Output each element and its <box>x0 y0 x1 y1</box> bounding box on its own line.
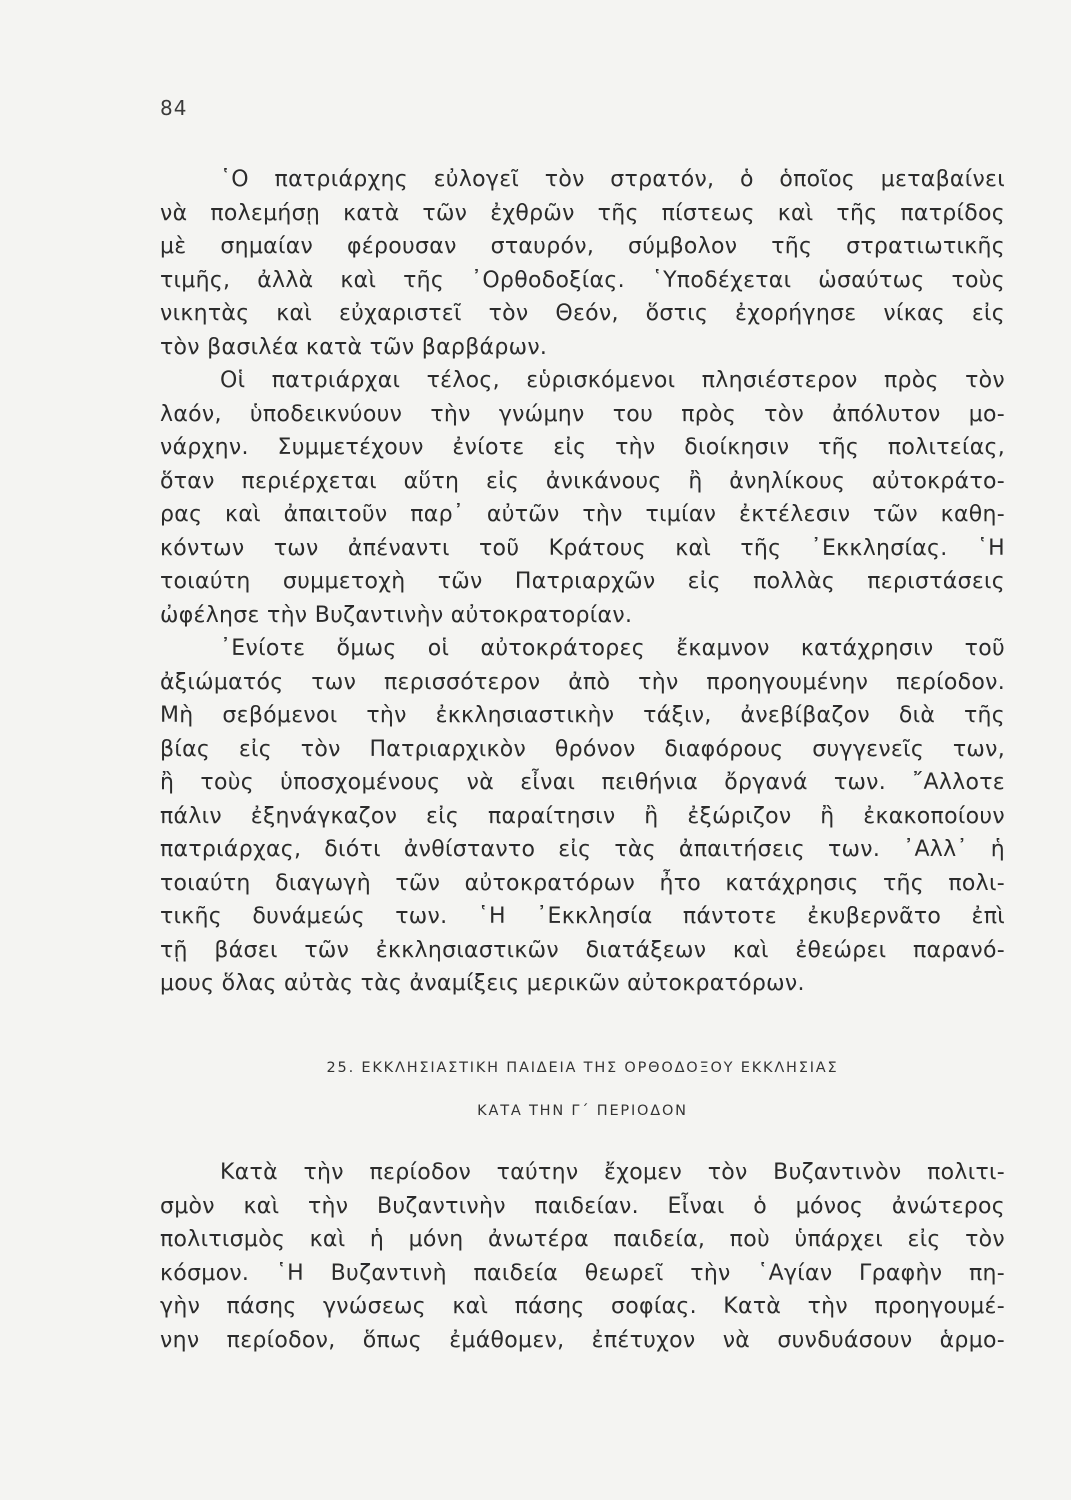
paragraph-1 <box>160 163 1005 364</box>
text-line: πάλιν ἐξηνάγκαζον εἰς παραίτησιν ἢ ἐξώριζον ἢ ἐκακοποίουν <box>160 803 1005 829</box>
text-line: λαόν, ὑποδεικνύουν τὴν γνώμην του πρὸς τὸν ἀπόλυτον μο- <box>160 401 1005 427</box>
text-line: κόσμον. ῾Η Βυζαντινὴ παιδεία θεωρεῖ τὴν ῾Αγίαν Γραφὴν πη- <box>160 1260 1005 1286</box>
paragraph-3 <box>160 632 1005 1001</box>
text-line: ὠφέλησε τὴν Βυζαντινὴν αὐτοκρατορίαν. <box>160 602 633 628</box>
text-line: νην περίοδον, ὅπως ἐμάθομεν, ἐπέτυχον νὰ συνδυάσουν ἁρμο- <box>160 1327 1005 1353</box>
text-line: νικητὰς καὶ εὐχαριστεῖ τὸν Θεόν, ὅστις ἐχορήγησε νίκας εἰς <box>160 301 1005 326</box>
text-line: τιμῆς, ἀλλὰ καὶ τῆς ᾿Ορθοδοξίας. ῾Υποδέχεται ὡσαύτως τοὺς <box>160 267 1005 293</box>
paragraph-4 <box>160 1156 1005 1357</box>
text-line: νάρχην. Συμμετέχουν ἐνίοτε εἰς τὴν διοίκησιν τῆς πολιτείας, <box>160 435 1005 460</box>
text-line: ἢ τοὺς ὑποσχομένους νὰ εἶναι πειθήνια ὄργανά των. ῎Αλλοτε <box>160 770 1005 795</box>
text-line: πολιτισμὸς καὶ ἡ μόνη ἀνωτέρα παιδεία, ποὺ ὑπάρχει εἰς τὸν <box>160 1227 1005 1252</box>
text-line: ὅταν περιέρχεται αὕτη εἰς ἀνικάνους ἢ ἀνηλίκους αὐτοκράτο- <box>160 468 1005 494</box>
text-line: τοιαύτη συμμετοχὴ τῶν Πατριαρχῶν εἰς πολλὰς περιστάσεις <box>160 569 1005 594</box>
text-line: τικῆς δυνάμεώς των. ῾Η ᾿Εκκλησία πάντοτε ἐκυβερνᾶτο ἐπὶ <box>160 904 1005 929</box>
text-line: Μὴ σεβόμενοι τὴν ἐκκλησιαστικὴν τάξιν, ἀνεβίβαζον διὰ τῆς <box>160 703 1005 728</box>
text-line: σμὸν καὶ τὴν Βυζαντινὴν παιδείαν. Εἶναι ὁ μόνος ἀνώτερος <box>160 1193 1005 1219</box>
text-line: ῾Ο πατριάρχης εὐλογεῖ τὸν στρατόν, ὁ ὁποῖος μεταβαίνει <box>220 167 1005 192</box>
text-line: ᾿Ενίοτε ὅμως οἱ αὐτοκράτορες ἔκαμνον κατάχρησιν τοῦ <box>220 636 1005 661</box>
text-line: τοιαύτη διαγωγὴ τῶν αὐτοκρατόρων ἦτο κατάχρησις τῆς πολι- <box>160 870 1005 896</box>
text-line: κόντων των ἀπέναντι τοῦ Κράτους καὶ τῆς ᾿Εκκλησίας. ῾Η <box>160 535 1005 561</box>
text-line: Κατὰ τὴν περίοδον ταύτην ἔχομεν τὸν Βυζαντινὸν πολιτι- <box>220 1160 1005 1185</box>
text-line: γὴν πάσης γνώσεως καὶ πάσης σοφίας. Κατὰ τὴν προηγουμέ- <box>160 1294 1005 1319</box>
text-line: βίας εἰς τὸν Πατριαρχικὸν θρόνον διαφόρους συγγενεῖς των, <box>160 736 1005 762</box>
text-line: νὰ πολεμήσῃ κατὰ τῶν ἐχθρῶν τῆς πίστεως καὶ τῆς πατρίδος <box>160 200 1005 226</box>
text-line: τὸν βασιλέα κατὰ τῶν βαρβάρων. <box>160 334 548 360</box>
paragraph-2 <box>160 364 1005 632</box>
text-line: ρας καὶ ἀπαιτοῦν παρ᾿ αὐτῶν τὴν τιμίαν ἐκτέλεσιν τῶν καθη- <box>160 502 1005 527</box>
text-line: μους ὅλας αὐτὰς τὰς ἀναμίξεις μερικῶν αὐτοκρατόρων. <box>160 971 805 996</box>
section-subheading: ΚΑΤΑ ΤΗΝ Γ΄ ΠΕΡΙΟΔΟΝ <box>477 1103 688 1119</box>
section-heading: 25. ΕΚΚΛΗΣΙΑΣΤΙΚΗ ΠΑΙΔΕΙΑ ΤΗΣ ΟΡΘΟΔΟΞΟΥ ΕΚΚΛΗΣΙΑΣ <box>326 1060 839 1076</box>
text-line: τῇ βάσει τῶν ἐκκλησιαστικῶν διατάξεων καὶ ἐθεώρει παρανό- <box>160 937 1005 963</box>
text-line: μὲ σημαίαν φέρουσαν σταυρόν, σύμβολον τῆς στρατιωτικῆς <box>160 234 1005 259</box>
text-line: ἀξιώματός των περισσότερον ἀπὸ τὴν προηγουμένην περίοδον. <box>160 669 1005 695</box>
text-line: Οἱ πατριάρχαι τέλος, εὑρισκόμενοι πλησιέστερον πρὸς τὸν <box>220 368 1005 393</box>
page-number: 84 <box>160 96 188 120</box>
text-line: πατριάρχας, διότι ἀνθίσταντο εἰς τὰς ἀπαιτήσεις των. ᾿Αλλ᾿ ἡ <box>160 837 1005 862</box>
